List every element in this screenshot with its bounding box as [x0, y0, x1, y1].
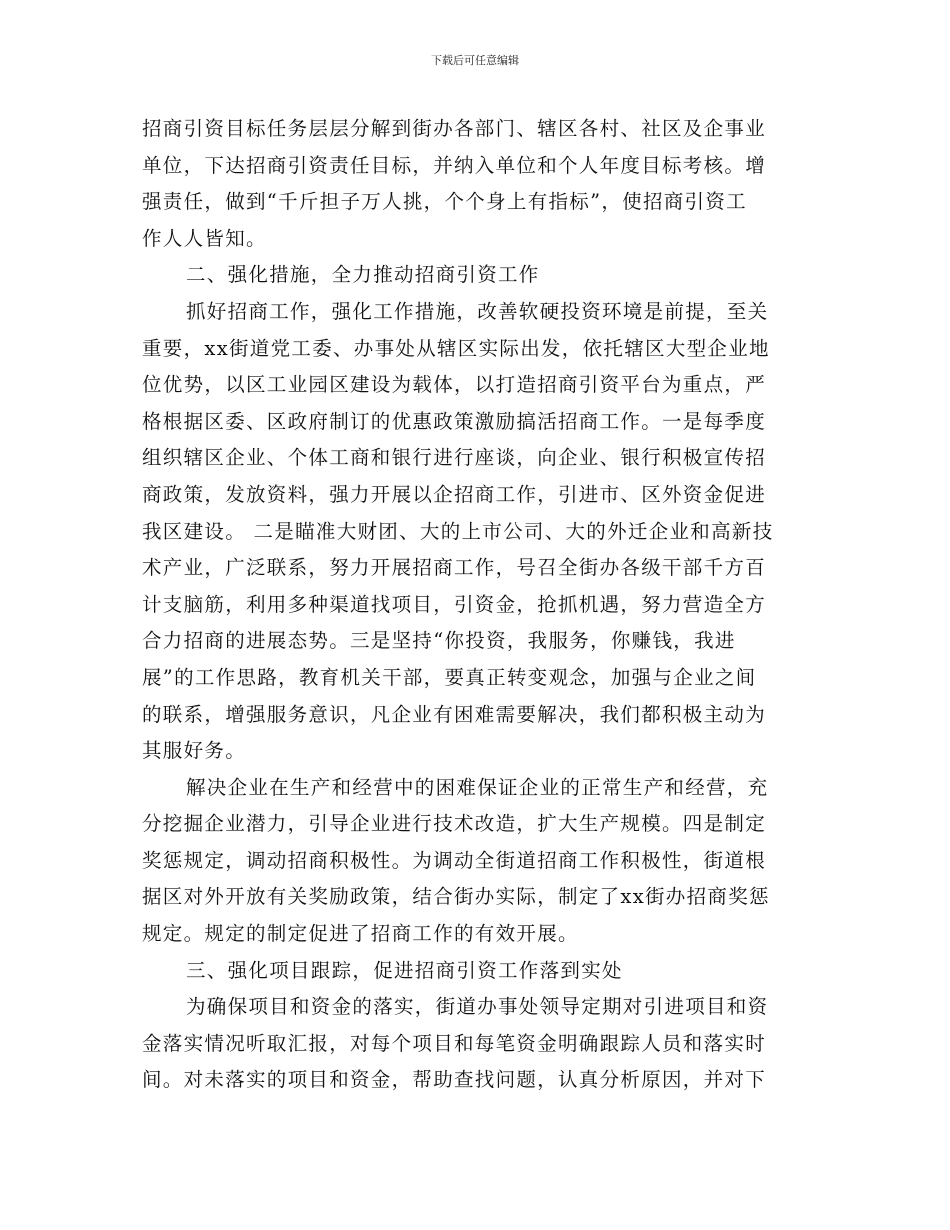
section-heading: 三、强化项目跟踪，促进招商引资工作落到实处 — [186, 958, 623, 982]
paragraph-line: 为确保项目和资金的落实，街道办事处领导定期对引进项目和资 — [186, 995, 769, 1019]
paragraph-line: 分挖掘企业潜力，引导企业进行技术改造，扩大生产规模。四是制定 — [142, 812, 767, 836]
paragraph-line: 的联系，增强服务意识，凡企业有困难需要解决，我们都积极主动为 — [142, 702, 767, 726]
section-heading: 二、强化措施，全力推动招商引资工作 — [186, 263, 540, 287]
paragraph-line: 术产业，广泛联系，努力开展招商工作，号召全街办各级干部千方百 — [142, 556, 767, 580]
paragraph-line: 其服好务。 — [142, 739, 247, 763]
paragraph-line: 奖惩规定，调动招商积极性。为调动全街道招商工作积极性，街道根 — [142, 848, 767, 872]
document-body — [142, 111, 812, 1099]
paragraph-line: 重要，xx街道党工委、办事处从辖区实际出发，依托辖区大型企业地 — [142, 336, 770, 360]
paragraph-line: 单位，下达招商引资责任目标，并纳入单位和个人年度目标考核。增 — [142, 153, 767, 177]
paragraph-line: 强责任，做到“千斤担子万人挑，个个身上有指标”，使招商引资工 — [142, 190, 747, 214]
paragraph-line: 组织辖区企业、个体工商和银行进行座谈，向企业、银行积极宣传招 — [142, 446, 767, 470]
paragraph-line: 商政策，发放资料，强力开展以企招商工作，引进市、区外资金促进 — [142, 482, 767, 506]
paragraph-line: 规定。规定的制定促进了招商工作的有效开展。 — [142, 922, 579, 946]
paragraph-line: 间。对未落实的项目和资金，帮助查找问题，认真分析原因，并对下 — [142, 1068, 767, 1092]
paragraph-line: 展”的工作思路，教育机关干部，要真正转变观念，加强与企业之间 — [142, 665, 757, 689]
paragraph-line: 解决企业在生产和经营中的困难保证企业的正常生产和经营，充 — [186, 775, 769, 799]
paragraph-line: 格根据区委、区政府制订的优惠政策激励搞活招商工作。一是每季度 — [142, 409, 767, 433]
paragraph-line: 位优势，以区工业园区建设为载体，以打造招商引资平台为重点，严 — [142, 373, 767, 397]
paragraph-line: 招商引资目标任务层层分解到街办各部门、辖区各村、社区及企事业 — [142, 117, 767, 140]
paragraph-line: 我区建设。 二是瞄准大财团、大的上市公司、大的外迁企业和高新技 — [142, 519, 774, 543]
paragraph-line: 据区对外开放有关奖励政策，结合街办实际，制定了xx街办招商奖惩 — [142, 885, 770, 909]
paragraph-line: 金落实情况听取汇报，对每个项目和每笔资金明确跟踪人员和落实时 — [142, 1031, 767, 1055]
paragraph-line: 作人人皆知。 — [142, 226, 267, 250]
paragraph-line: 计支脑筋，利用多种渠道找项目，引资金，抢抓机遇，努力营造全方 — [142, 592, 767, 616]
paragraph-line: 合力招商的进展态势。三是坚持“你投资，我服务，你赚钱，我进 — [142, 629, 736, 653]
paragraph-line: 抓好招商工作，强化工作措施，改善软硬投资环境是前提，至关 — [186, 299, 769, 323]
page-header: 下载后可任意编辑 — [431, 54, 519, 67]
